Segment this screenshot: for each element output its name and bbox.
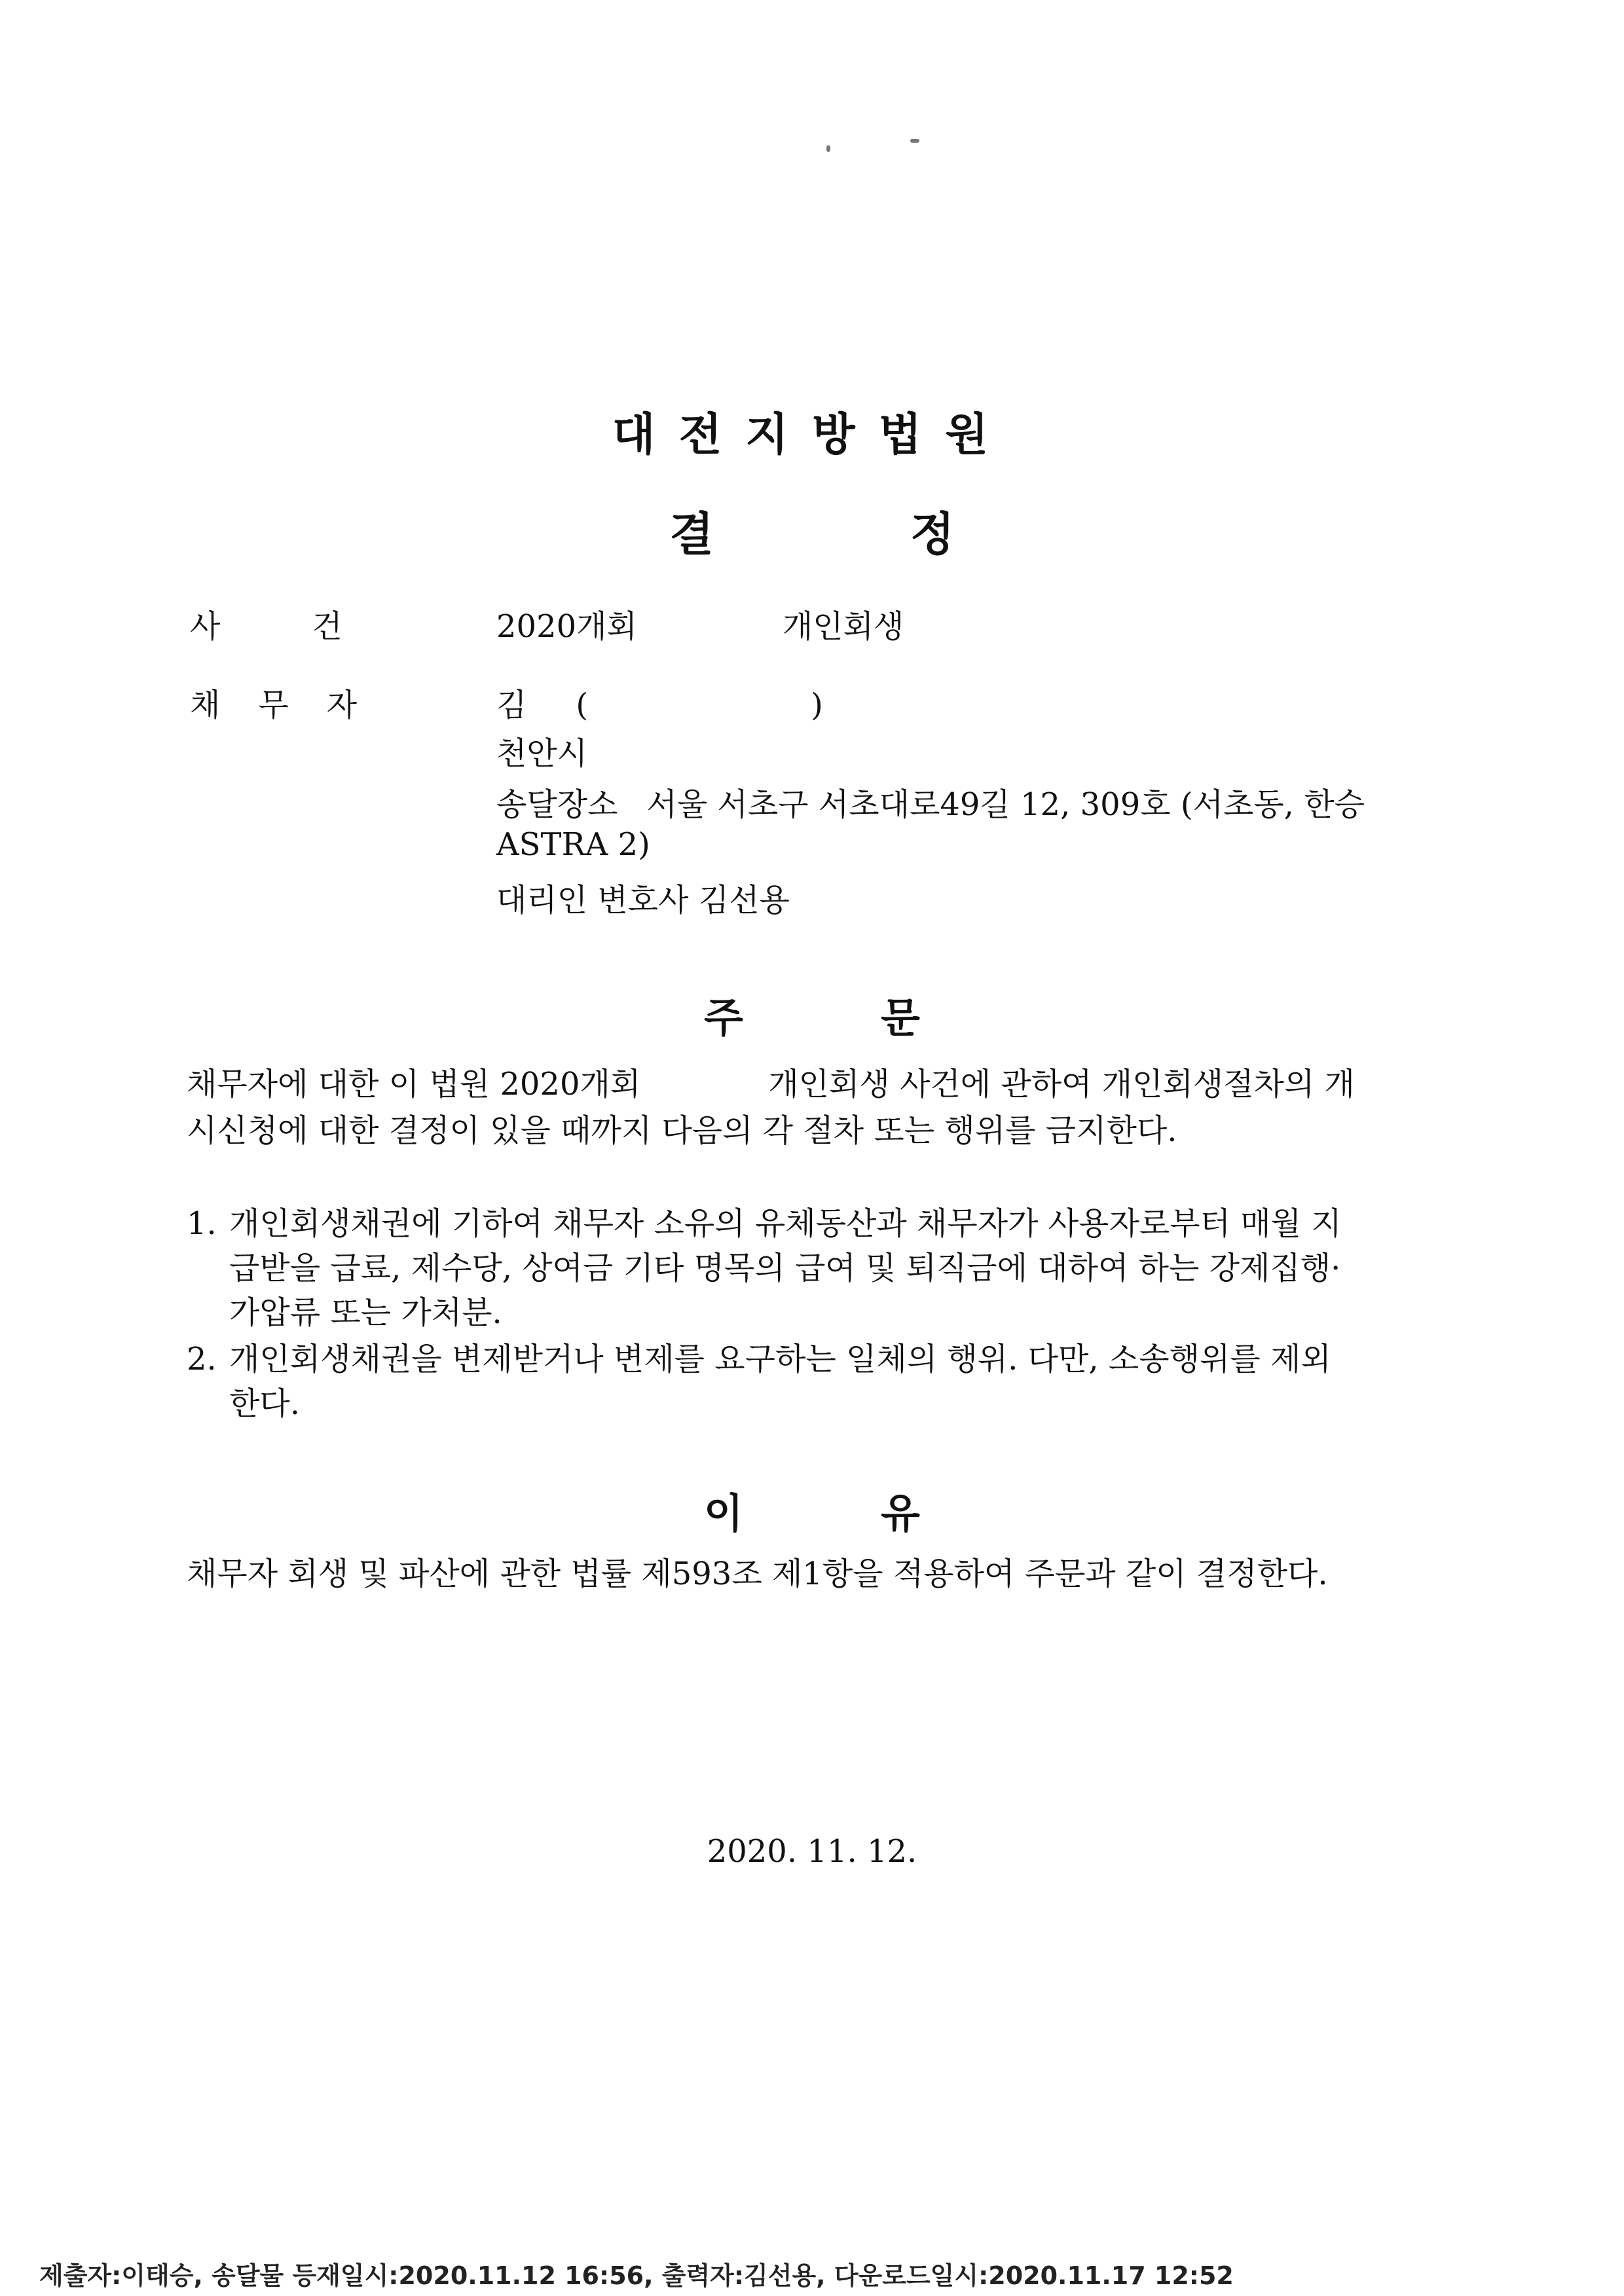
order-item-line: 급받을 급료, 제수당, 상여금 기타 명목의 급여 및 퇴직금에 대하여 하는 강제집행· — [229, 1250, 1341, 1286]
reason-text: 채무자 회생 및 파산에 관한 법률 제593조 제1항을 적용하여 주문과 같이 결정한다. — [187, 1556, 1328, 1592]
decision-date: 2020. 11. 12. — [707, 1833, 917, 1870]
case-label-char: 건 — [312, 608, 342, 645]
document-type-char: 정 — [910, 507, 955, 561]
submission-footer: 제출자:이태승, 송달물 등재일시:2020.11.12 16:56, 출력자:김선용, 다운로드일시:2020.11.17 12:52 — [39, 2261, 1234, 2290]
scan-speck — [910, 139, 919, 143]
order-heading-char: 주 — [704, 994, 743, 1042]
service-address: 서울 서초구 서초대로49길 12, 309호 (서초동, 한승 — [646, 786, 1365, 823]
order-item-line: 한다. — [229, 1385, 300, 1422]
order-intro-line-2: 시신청에 대한 결정이 있을 때까지 다음의 각 절차 또는 행위를 금지한다. — [187, 1112, 1177, 1149]
order-item-number: 1. — [187, 1205, 217, 1242]
case-label — [190, 601, 342, 646]
reason-heading-char: 유 — [881, 1489, 920, 1537]
debtor-name-line — [496, 680, 823, 725]
order-heading-char: 문 — [881, 994, 920, 1042]
order-heading — [0, 985, 1624, 1044]
court-name: 대전지방법원 — [612, 409, 1012, 461]
order-intro-prefix: 채무자에 대한 이 법원 2020개회 — [187, 1066, 641, 1102]
order-item-2 — [187, 1337, 1464, 1426]
case-label-char: 사 — [190, 608, 221, 645]
case-type: 개인회생 — [782, 608, 904, 645]
paren-open: ( — [576, 687, 589, 723]
scan-speck — [826, 145, 830, 152]
debtor-label — [190, 680, 357, 725]
service-address-continued: ASTRA 2) — [496, 826, 650, 863]
order-intro-suffix: 개인회생 사건에 관하여 개인회생절차의 개 — [768, 1066, 1355, 1102]
service-label: 송달장소 — [496, 786, 618, 823]
document-type-char: 결 — [669, 507, 714, 561]
debtor-name: 김 — [496, 687, 527, 723]
case-number-prefix: 2020개회 — [496, 608, 637, 645]
debtor-label-char: 무 — [258, 687, 289, 723]
case-number-value — [496, 601, 904, 646]
order-item-line: 개인회생채권을 변제받거나 변제를 요구하는 일체의 행위. 다만, 소송행위를 제외 — [229, 1341, 1331, 1377]
debtor-agent: 대리인 변호사 김선용 — [496, 882, 790, 919]
order-intro-line-1 — [187, 1062, 1454, 1106]
order-item-number: 2. — [187, 1341, 217, 1377]
debtor-label-char: 자 — [326, 687, 358, 723]
order-item-line: 가압류 또는 가처분. — [229, 1294, 502, 1331]
debtor-label-char: 채 — [190, 687, 221, 723]
debtor-address: 천안시 — [496, 735, 588, 772]
reason-heading — [0, 1481, 1624, 1539]
reason-heading-char: 이 — [704, 1489, 743, 1537]
service-address-line — [496, 779, 1365, 824]
order-item-line: 개인회생채권에 기하여 채무자 소유의 유체동산과 채무자가 사용자로부터 매월 지 — [229, 1205, 1342, 1242]
document-type-title — [0, 498, 1624, 564]
order-item-1 — [187, 1201, 1464, 1335]
paren-close: ) — [811, 687, 823, 723]
